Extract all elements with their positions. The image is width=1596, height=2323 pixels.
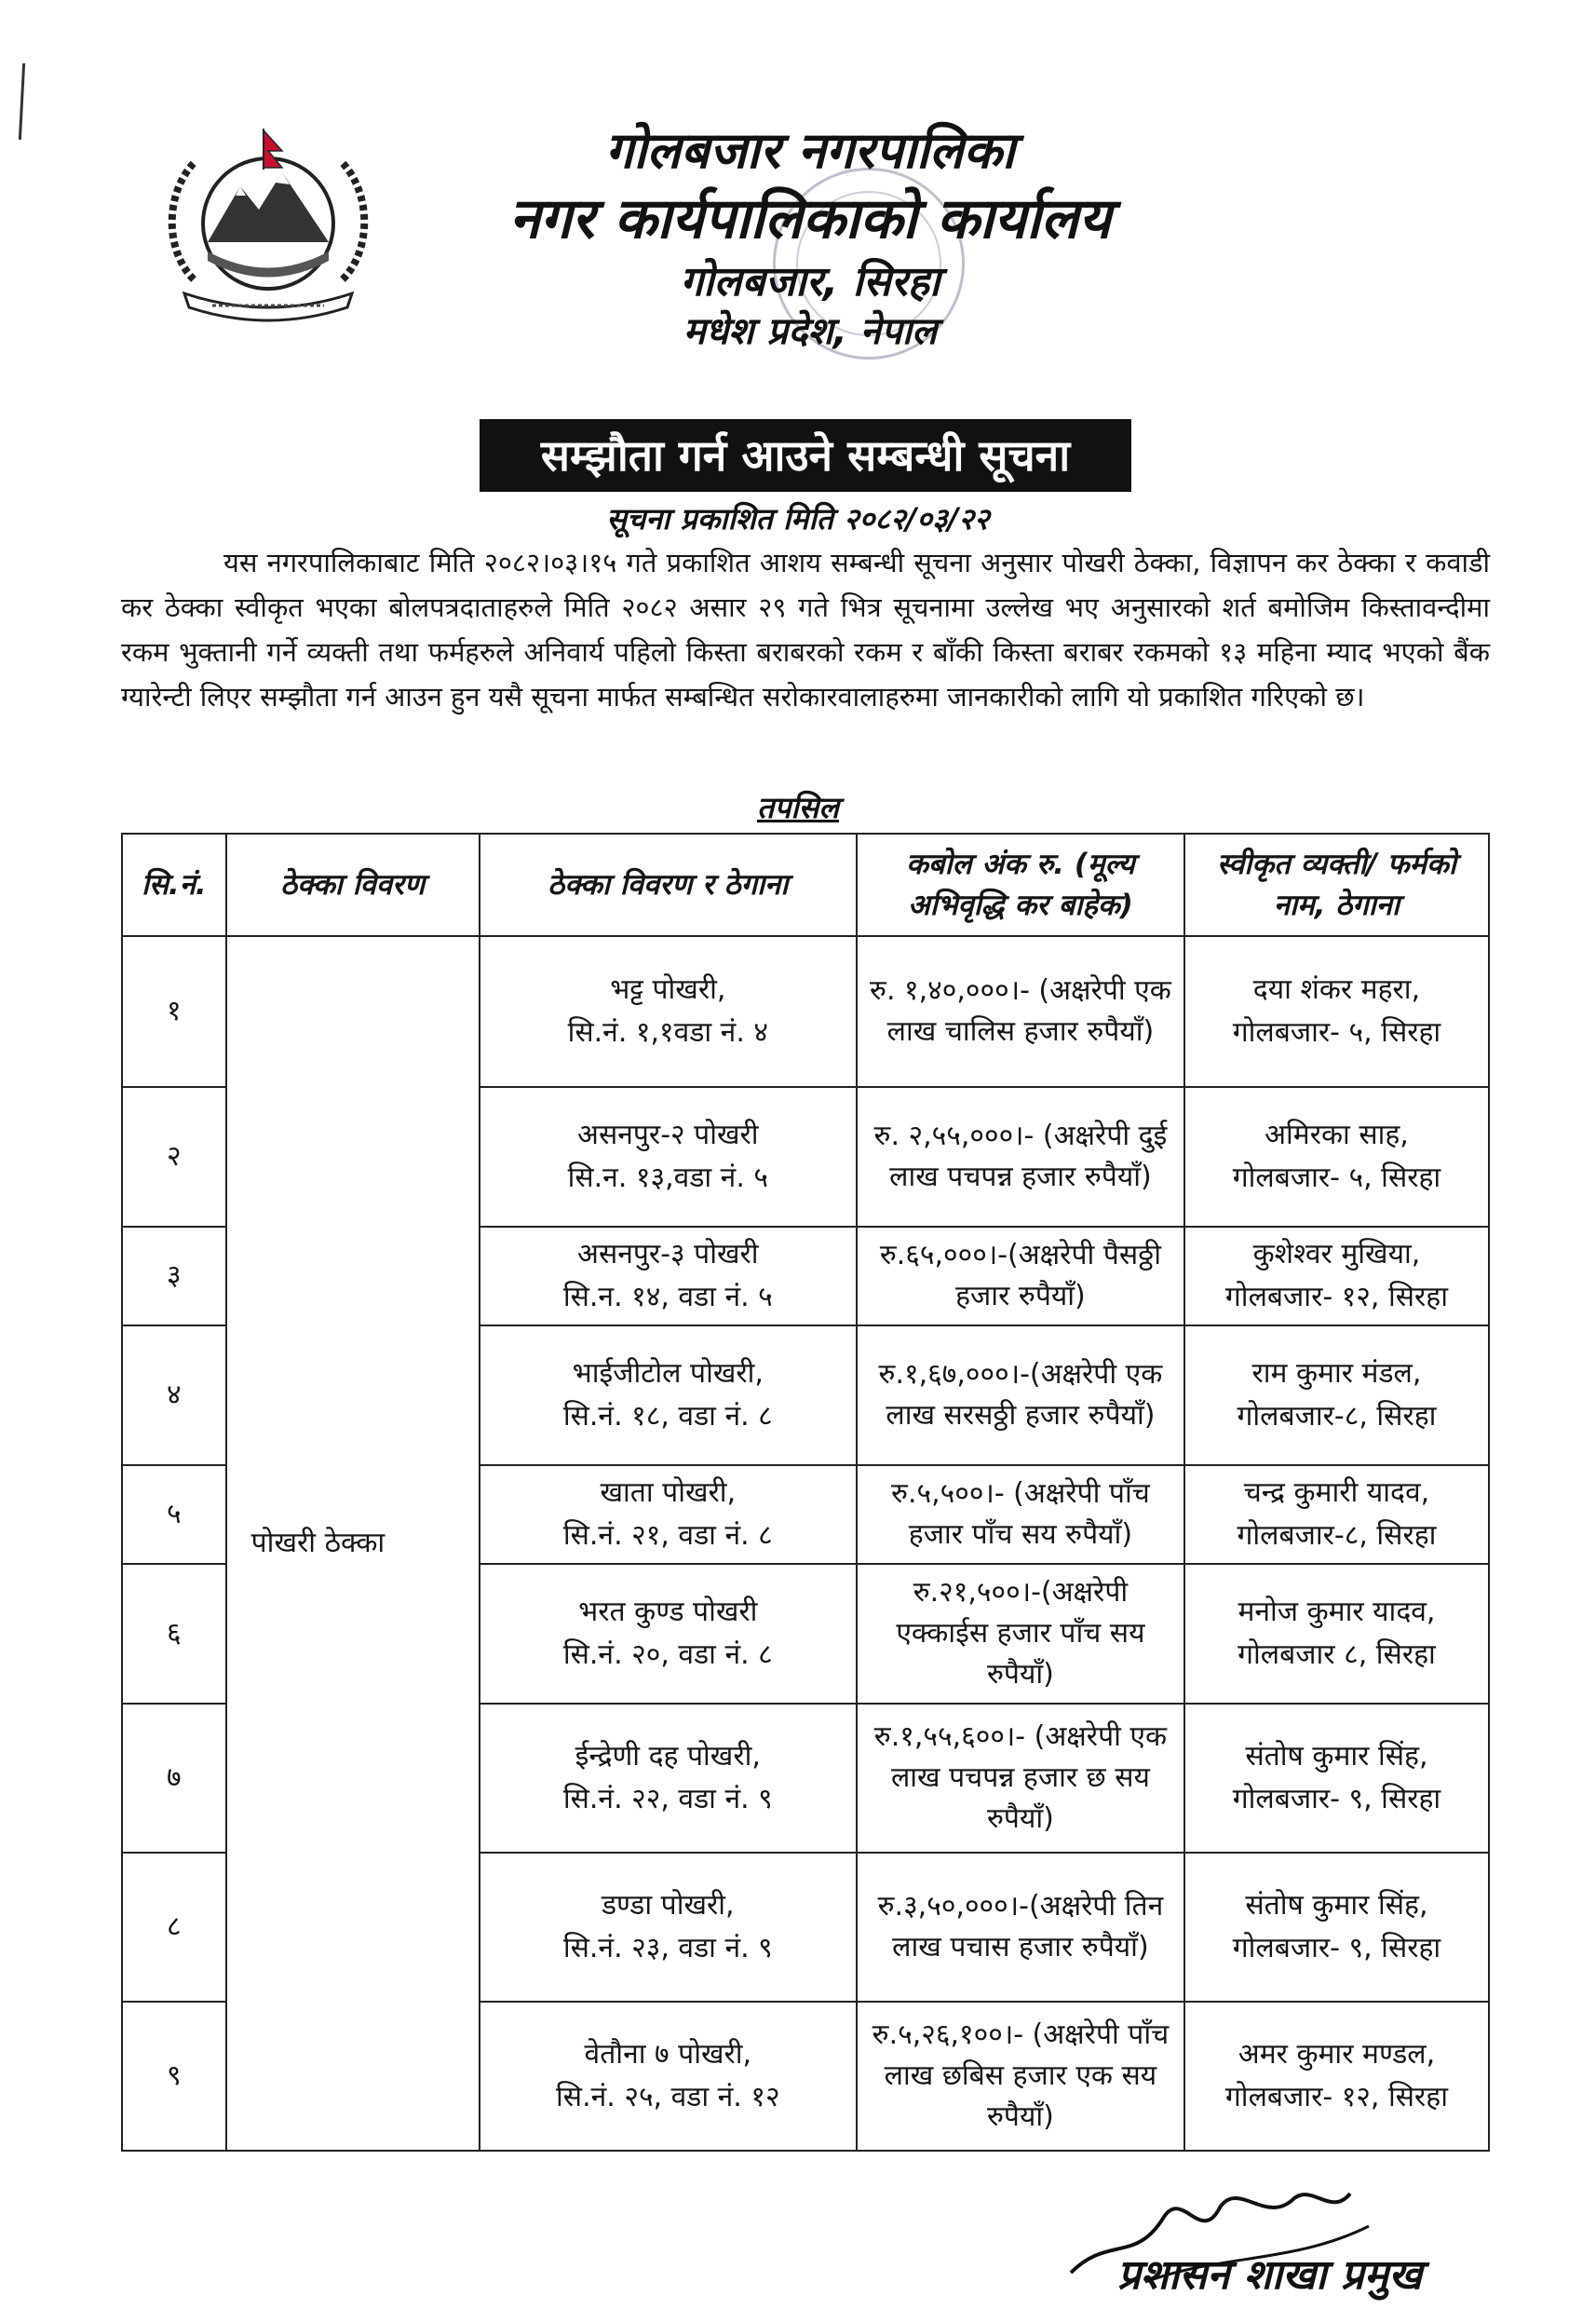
row-serial: १: [122, 936, 226, 1087]
bid-amount-cell: रु.५,५००।- (अक्षरेपी पाँच हजार पाँच सय रुपैयाँ): [857, 1465, 1184, 1564]
contract-type-cell: पोखरी ठेक्का: [226, 936, 480, 2151]
contract-schedule-table: [121, 833, 1490, 2152]
bid-amount-cell: रु. १,४०,०००।- (अक्षरेपी एक लाख चालिस हजार रुपैयाँ): [857, 936, 1184, 1087]
party-name: कुशेश्वर मुखिया,: [1252, 1238, 1421, 1270]
pond-name: असनपुर-२ पोखरी: [577, 1119, 759, 1151]
pond-location: सि.नं. २५, वडा नं. १२: [556, 2081, 780, 2113]
signatory-title: प्रशासन शाखा प्रमुख: [1117, 2251, 1423, 2299]
nepal-emblem-icon: [156, 121, 380, 326]
row-serial: ९: [122, 2002, 226, 2151]
header-serial: सि.नं.: [122, 834, 226, 936]
approved-party-cell: [1184, 1087, 1489, 1227]
row-serial: ५: [122, 1465, 226, 1564]
header-contract-description: ठेक्का विवरण र ठेगाना: [480, 834, 857, 936]
table-header-row: [122, 834, 1489, 936]
row-serial: ४: [122, 1325, 226, 1465]
party-address: गोलबजार- ५, सिरहा: [1232, 1162, 1441, 1194]
party-address: गोलबजार- १२, सिरहा: [1224, 1281, 1448, 1313]
contract-description-cell: [480, 1325, 857, 1465]
party-address: गोलबजार- ५, सिरहा: [1232, 1016, 1441, 1049]
contract-description-cell: [480, 936, 857, 1087]
margin-mark: [19, 63, 25, 140]
pond-location: सि.न. १४, वडा नं. ५: [562, 1281, 773, 1313]
party-name: अमिरका साह,: [1265, 1119, 1409, 1151]
bid-amount-cell: रु.१,५५,६००।- (अक्षरेपी एक लाख पचपन्न हजार छ सय रुपैयाँ): [857, 1704, 1184, 1853]
contract-description-cell: [480, 1853, 857, 2002]
approved-party-cell: [1184, 1704, 1489, 1853]
party-name: चन्द्र कुमारी यादव,: [1243, 1476, 1430, 1509]
approved-party-cell: [1184, 936, 1489, 1087]
bid-amount-cell: रु.३,५०,०००।-(अक्षरेपी तिन लाख पचास हजार रुपैयाँ): [857, 1853, 1184, 2002]
contract-description-cell: [480, 1564, 857, 1704]
approved-party-cell: [1184, 2002, 1489, 2151]
bid-amount-cell: रु.५,२६,१००।- (अक्षरेपी पाँच लाख छबिस हजार एक सय रुपैयाँ): [857, 2002, 1184, 2151]
row-serial: ३: [122, 1227, 226, 1325]
bid-amount-cell: रु.६५,०००।-(अक्षरेपी पैसठ्ठी हजार रुपैयाँ): [857, 1227, 1184, 1325]
party-address: गोलबजार- १२, सिरहा: [1224, 2081, 1448, 2113]
province-country: मधेश प्रदेश, नेपाल: [683, 309, 938, 353]
schedule-heading-text: तपसिल: [756, 790, 840, 825]
contract-description-cell: [480, 1465, 857, 1564]
pond-name: असनपुर-३ पोखरी: [577, 1238, 759, 1270]
approved-party-cell: [1184, 1325, 1489, 1465]
party-name: संतोष कुमार सिंह,: [1245, 1889, 1428, 1922]
party-name: संतोष कुमार सिंह,: [1245, 1740, 1428, 1773]
publication-date: सूचना प्रकाशित मिति २०८२/०३/२२: [606, 501, 990, 537]
table-body: [122, 936, 1489, 2151]
party-name: अमर कुमार मण्डल,: [1238, 2038, 1436, 2071]
table-row: [122, 936, 1489, 1087]
party-name: राम कुमार मंडल,: [1251, 1357, 1422, 1390]
pond-location: सि.नं. २२, वडा नं. ९: [562, 1783, 773, 1815]
approved-party-cell: [1184, 1227, 1489, 1325]
party-name: मनोज कुमार यादव,: [1238, 1596, 1436, 1628]
pond-location: सि.नं. १,१वडा नं. ४: [567, 1016, 768, 1049]
pond-name: वेतौना ७ पोखरी,: [584, 2038, 752, 2071]
pond-name: भरत कुण्ड पोखरी: [578, 1596, 758, 1628]
contract-description-cell: [480, 1087, 857, 1227]
pond-location: सि.नं. २१, वडा नं. ८: [562, 1519, 773, 1552]
pond-location: सि.नं. २३, वडा नं. ९: [562, 1932, 773, 1964]
letterhead: [391, 121, 1229, 354]
party-address: गोलबजार- ९, सिरहा: [1232, 1783, 1441, 1815]
office-address: गोलबजार, सिरहा: [680, 257, 940, 306]
approved-party-cell: [1184, 1465, 1489, 1564]
pond-location: सि.नं. २०, वडा नं. ८: [562, 1638, 773, 1671]
bid-amount-cell: रु.१,६७,०००।-(अक्षरेपी एक लाख सरसठ्ठी हजार रुपैयाँ): [857, 1325, 1184, 1465]
pond-name: ईन्द्रेणी दह पोखरी,: [575, 1740, 761, 1773]
party-name: दया शंकर महरा,: [1252, 973, 1421, 1006]
header-approved-party: स्वीकृत व्यक्ती/ फर्मको नाम, ठेगाना: [1184, 834, 1489, 936]
row-serial: ६: [122, 1564, 226, 1704]
pond-name: भाईजीटोल पोखरी,: [572, 1357, 764, 1390]
party-address: गोलबजार-८, सिरहा: [1237, 1400, 1437, 1433]
bid-amount-cell: रु.२१,५००।-(अक्षरेपी एक्काईस हजार पाँच सय रुपैयाँ): [857, 1564, 1184, 1704]
pond-location: सि.नं. १८, वडा नं. ८: [562, 1400, 773, 1433]
pond-name: भट्ट पोखरी,: [610, 973, 726, 1006]
party-address: गोलबजार ८, सिरहा: [1238, 1638, 1436, 1671]
office-name: नगर कार्यपालिकाको कार्यालय: [508, 185, 1112, 251]
notice-body: यस नगरपालिकाबाट मिति २०८२।०३।१५ गते प्रकाशित आशय सम्बन्धी सूचना अनुसार पोखरी ठेक्का, विज्ञापन कर ठेक्का र कवाडी कर ठेक्का स्वीकृत भएका बोलपत्रदाताहरुले मिति २०८२ असार २९ गते भित्र सूचनामा उल्लेख भए अनुसारको शर्त बमोजिम किस्तावन्दीमा रकम भुक्तानी गर्ने व्यक्ती तथा फर्महरुले अनिवार्य पहिलो किस्ता बराबरको रकम र बाँकी किस्ता बराबर रकमको १३ महिना म्याद भएको बैंक ग्यारेन्टी लिएर सम्झौता गर्न आउन हुन यसै सूचना मार्फत सम्बन्धित सरोकारवालाहरुमा जानकारीको लागि यो प्रकाशित गरिएको छ।: [121, 547, 1490, 713]
row-serial: २: [122, 1087, 226, 1227]
approved-party-cell: [1184, 1853, 1489, 2002]
schedule-heading: [0, 787, 1596, 827]
row-serial: ८: [122, 1853, 226, 2002]
bid-amount-cell: रु. २,५५,०००।- (अक्षरेपी दुई लाख पचपन्न हजार रुपैयाँ): [857, 1087, 1184, 1227]
pond-name: खाता पोखरी,: [600, 1476, 737, 1509]
notice-title: सम्झौता गर्न आउने सम्बन्धी सूचना: [480, 419, 1131, 492]
pond-location: सि.न. १३,वडा नं. ५: [567, 1162, 768, 1194]
approved-party-cell: [1184, 1564, 1489, 1704]
pond-name: डण्डा पोखरी,: [602, 1889, 735, 1922]
row-serial: ७: [122, 1704, 226, 1853]
municipality-name: गोलबजार नगरपालिका: [605, 121, 1015, 180]
contract-description-cell: [480, 2002, 857, 2151]
party-address: गोलबजार- ९, सिरहा: [1232, 1932, 1441, 1964]
party-address: गोलबजार-८, सिरहा: [1237, 1519, 1437, 1552]
contract-description-cell: [480, 1704, 857, 1853]
contract-description-cell: [480, 1227, 857, 1325]
header-bid-amount: कबोल अंक रु. (मूल्य अभिवृद्धि कर बाहेक): [857, 834, 1184, 936]
header-contract-type: ठेक्का विवरण: [226, 834, 480, 936]
